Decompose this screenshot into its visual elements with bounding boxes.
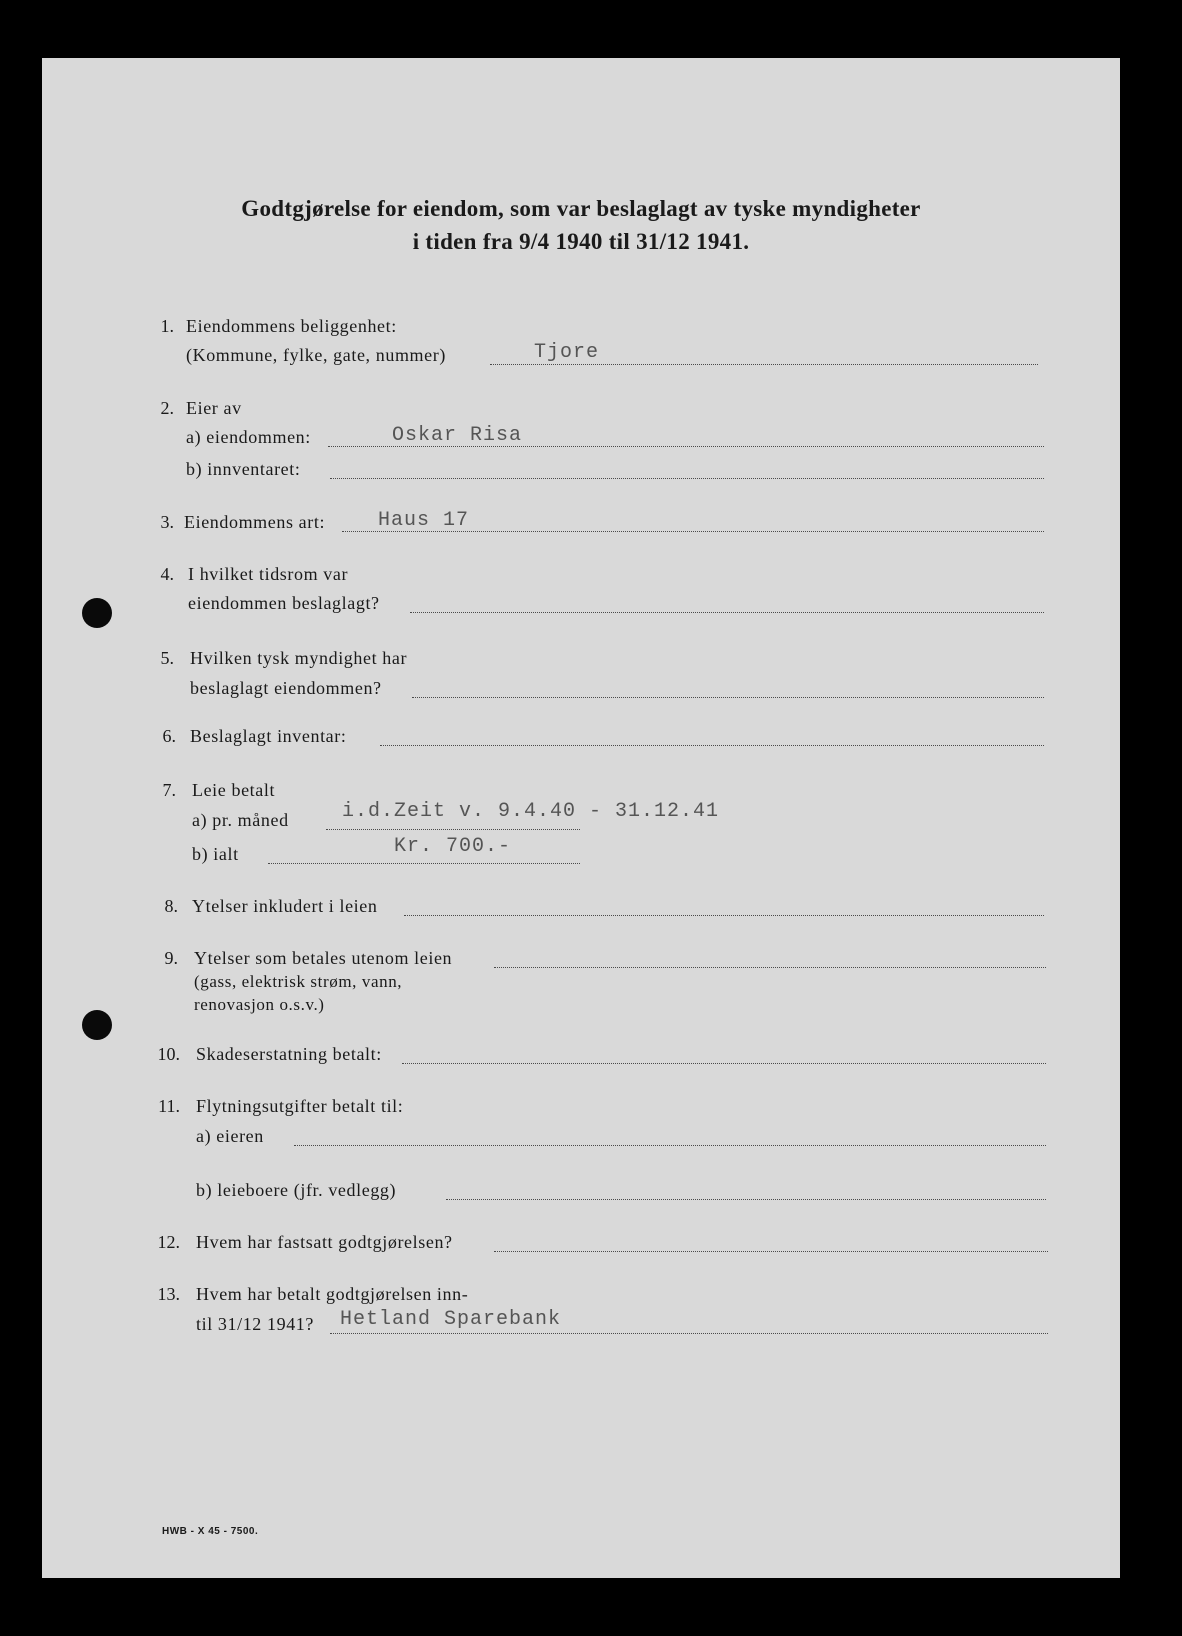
item-sublabel: b) ialt [192, 844, 239, 864]
answer-line [446, 1199, 1046, 1200]
form-title-line-2: i tiden fra 9/4 1940 til 31/12 1941. [412, 229, 750, 254]
item-number: 3. [160, 512, 174, 532]
item-sublabel: renovasjon o.s.v.) [194, 995, 325, 1014]
answer-line [412, 697, 1044, 698]
item-sublabel: b) innventaret: [186, 459, 301, 479]
item-label: I hvilket tidsrom var [188, 564, 349, 584]
answer-line [330, 1333, 1048, 1334]
answer-line [402, 1063, 1046, 1064]
answer-line [410, 612, 1044, 613]
item-number: 13. [157, 1284, 180, 1304]
punch-hole [82, 598, 112, 628]
answer-line [330, 478, 1044, 479]
answer-line [490, 364, 1038, 365]
item-label: Leie betalt [192, 780, 276, 800]
item-sublabel: beslaglagt eiendommen? [190, 678, 382, 698]
typed-answer: Hetland Sparebank [340, 1308, 562, 1331]
item-number: 9. [164, 948, 178, 968]
item-label: Hvilken tysk myndighet har [190, 648, 408, 668]
item-sublabel: a) eiendommen: [186, 427, 311, 447]
typed-answer: i.d.Zeit v. 9.4.40 - 31.12.41 [342, 800, 720, 823]
typed-answer: Oskar Risa [392, 424, 523, 447]
answer-line [494, 1251, 1048, 1252]
item-number: 1. [160, 316, 174, 336]
item-sublabel: til 31/12 1941? [196, 1314, 314, 1334]
answer-line [494, 967, 1046, 968]
item-label: Ytelser som betales utenom leien [194, 948, 453, 968]
item-number: 6. [162, 726, 176, 746]
item-number: 11. [158, 1096, 180, 1116]
item-label: Hvem har fastsatt godtgjørelsen? [196, 1232, 453, 1252]
item-sublabel: (gass, elektrisk strøm, vann, [194, 972, 403, 991]
item-label: Eiendommens beliggenhet: [186, 316, 397, 336]
item-sublabel: a) eieren [196, 1126, 264, 1146]
typed-answer: Haus 17 [378, 509, 470, 532]
form-footer-code: HWB - X 45 - 7500. [162, 1526, 259, 1537]
item-number: 10. [157, 1044, 180, 1064]
answer-line [326, 829, 580, 830]
item-label: Beslaglagt inventar: [190, 726, 347, 746]
item-label: Eier av [186, 398, 242, 418]
item-label: Ytelser inkludert i leien [192, 896, 378, 916]
item-label: Hvem har betalt godtgjørelsen inn- [196, 1284, 469, 1304]
item-number: 7. [162, 780, 176, 800]
form-title-line-1: Godtgjørelse for eiendom, som var beslaglagt av tyske myndigheter [241, 196, 921, 221]
answer-line [268, 863, 580, 864]
item-label: Flytningsutgifter betalt til: [196, 1096, 404, 1116]
answer-line [404, 915, 1044, 916]
typed-answer: Tjore [534, 341, 600, 364]
item-sublabel: (Kommune, fylke, gate, nummer) [186, 345, 446, 365]
answer-line [294, 1145, 1046, 1146]
item-sublabel: eiendommen beslaglagt? [188, 593, 380, 613]
item-label: Skadeserstatning betalt: [196, 1044, 382, 1064]
punch-hole [82, 1010, 112, 1040]
item-number: 4. [160, 564, 174, 584]
item-number: 8. [164, 896, 178, 916]
item-number: 12. [157, 1232, 180, 1252]
form-sheet [42, 58, 1120, 1578]
item-label: Eiendommens art: [184, 512, 326, 532]
typed-answer: Kr. 700.- [394, 835, 512, 858]
answer-line [380, 745, 1044, 746]
item-number: 2. [160, 398, 174, 418]
item-sublabel: b) leieboere (jfr. vedlegg) [196, 1180, 397, 1200]
item-sublabel: a) pr. måned [192, 810, 289, 830]
item-number: 5. [160, 648, 174, 668]
